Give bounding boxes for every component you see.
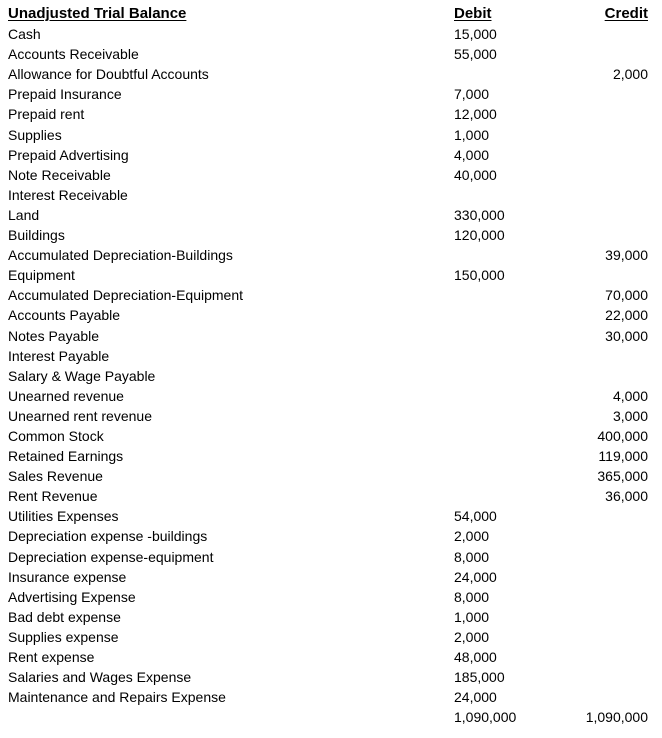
credit-amount: 4,000 (612, 387, 648, 404)
debit-amount: 40,000 (454, 166, 497, 183)
account-name: Salary & Wage Payable (8, 367, 156, 384)
table-row (0, 406, 662, 426)
table-row (0, 386, 662, 406)
debit-amount: 4,000 (454, 146, 490, 163)
table-row (0, 627, 662, 647)
debit-amount: 1,000 (454, 608, 490, 625)
credit-total: 1,090,000 (585, 709, 648, 726)
table-row (0, 446, 662, 466)
credit-amount: 365,000 (597, 468, 648, 485)
table-row (0, 466, 662, 486)
debit-amount: 8,000 (454, 588, 490, 605)
debit-amount: 120,000 (454, 227, 505, 244)
account-name: Unearned revenue (8, 387, 124, 404)
table-row (0, 265, 662, 285)
table-row (0, 285, 662, 305)
table-row (0, 587, 662, 607)
account-name: Interest Receivable (8, 186, 128, 203)
table-row (0, 245, 662, 265)
table-row (0, 647, 662, 667)
account-name: Unearned rent revenue (8, 407, 152, 424)
table-row (0, 104, 662, 124)
credit-amount: 400,000 (597, 427, 648, 444)
account-name: Prepaid rent (8, 106, 85, 123)
account-name: Advertising Expense (8, 588, 136, 605)
table-row (0, 165, 662, 185)
table-row (0, 225, 662, 245)
account-name: Land (8, 206, 40, 223)
account-name: Rent Revenue (8, 488, 98, 505)
debit-amount: 1,000 (454, 126, 490, 143)
credit-amount: 70,000 (605, 287, 648, 304)
account-name: Sales Revenue (8, 468, 103, 485)
account-name: Bad debt expense (8, 608, 121, 625)
debit-amount: 12,000 (454, 106, 497, 123)
account-name: Rent expense (8, 649, 95, 665)
table-row (0, 84, 662, 104)
table-row (0, 305, 662, 325)
account-name: Accounts Receivable (8, 46, 139, 63)
debit-amount: 7,000 (454, 86, 490, 103)
table-row (0, 426, 662, 446)
account-name: Accumulated Depreciation-Equipment (8, 287, 244, 304)
account-name: Cash (8, 26, 41, 43)
table-row (0, 687, 662, 707)
account-name: Accounts Payable (8, 307, 121, 324)
account-name: Prepaid Insurance (8, 86, 122, 103)
credit-amount: 39,000 (605, 247, 648, 264)
debit-amount: 54,000 (454, 508, 497, 525)
debit-amount: 15,000 (454, 26, 497, 43)
table-title: Unadjusted Trial Balance (8, 5, 187, 22)
trial-balance-table (0, 4, 662, 727)
account-name: Supplies (8, 126, 62, 143)
totals-row (0, 707, 662, 727)
debit-amount: 185,000 (454, 669, 505, 686)
account-name: Equipment (8, 267, 75, 284)
table-row (0, 145, 662, 165)
debit-amount: 55,000 (454, 46, 497, 63)
debit-amount: 24,000 (454, 689, 497, 706)
account-name: Utilities Expenses (8, 508, 119, 525)
account-name: Insurance expense (8, 568, 127, 585)
table-row (0, 506, 662, 526)
debit-amount: 8,000 (454, 548, 490, 565)
credit-amount: 2,000 (612, 66, 648, 83)
debit-amount: 330,000 (454, 206, 505, 223)
table-row (0, 567, 662, 587)
account-name: Depreciation expense -buildings (8, 528, 208, 545)
debit-total: 1,090,000 (454, 709, 517, 726)
account-rows (0, 24, 662, 707)
table-row (0, 24, 662, 44)
account-name: Maintenance and Repairs Expense (8, 689, 226, 706)
table-row (0, 607, 662, 627)
debit-amount: 150,000 (454, 267, 505, 284)
credit-amount: 119,000 (598, 448, 648, 465)
table-header-row (0, 4, 662, 24)
table-row (0, 44, 662, 64)
table-row (0, 486, 662, 506)
account-name: Buildings (8, 227, 65, 244)
credit-amount: 30,000 (605, 327, 648, 344)
table-row (0, 366, 662, 386)
credit-amount: 3,000 (612, 407, 648, 424)
debit-amount: 48,000 (454, 649, 497, 665)
table-row (0, 64, 662, 84)
table-row (0, 667, 662, 687)
account-name: Prepaid Advertising (8, 146, 129, 163)
table-row (0, 326, 662, 346)
account-name: Allowance for Doubtful Accounts (8, 66, 209, 83)
account-name: Accumulated Depreciation-Buildings (8, 247, 233, 264)
account-name: Supplies expense (8, 628, 119, 645)
account-name: Interest Payable (8, 347, 110, 364)
credit-amount: 36,000 (605, 488, 648, 505)
account-name: Retained Earnings (8, 448, 124, 465)
debit-amount: 2,000 (454, 628, 490, 645)
account-name: Note Receivable (8, 166, 111, 183)
account-name: Salaries and Wages Expense (8, 669, 192, 686)
credit-amount: 22,000 (605, 307, 648, 324)
table-row (0, 346, 662, 366)
account-name: Common Stock (8, 427, 104, 444)
table-row (0, 185, 662, 205)
debit-column-header: Debit (454, 5, 492, 22)
table-row (0, 125, 662, 145)
debit-amount: 2,000 (454, 528, 490, 545)
table-row (0, 547, 662, 567)
account-name: Depreciation expense-equipment (8, 548, 214, 565)
credit-column-header: Credit (604, 5, 648, 22)
table-row (0, 526, 662, 546)
account-name: Notes Payable (8, 327, 100, 344)
table-row (0, 205, 662, 225)
debit-amount: 24,000 (454, 568, 497, 585)
